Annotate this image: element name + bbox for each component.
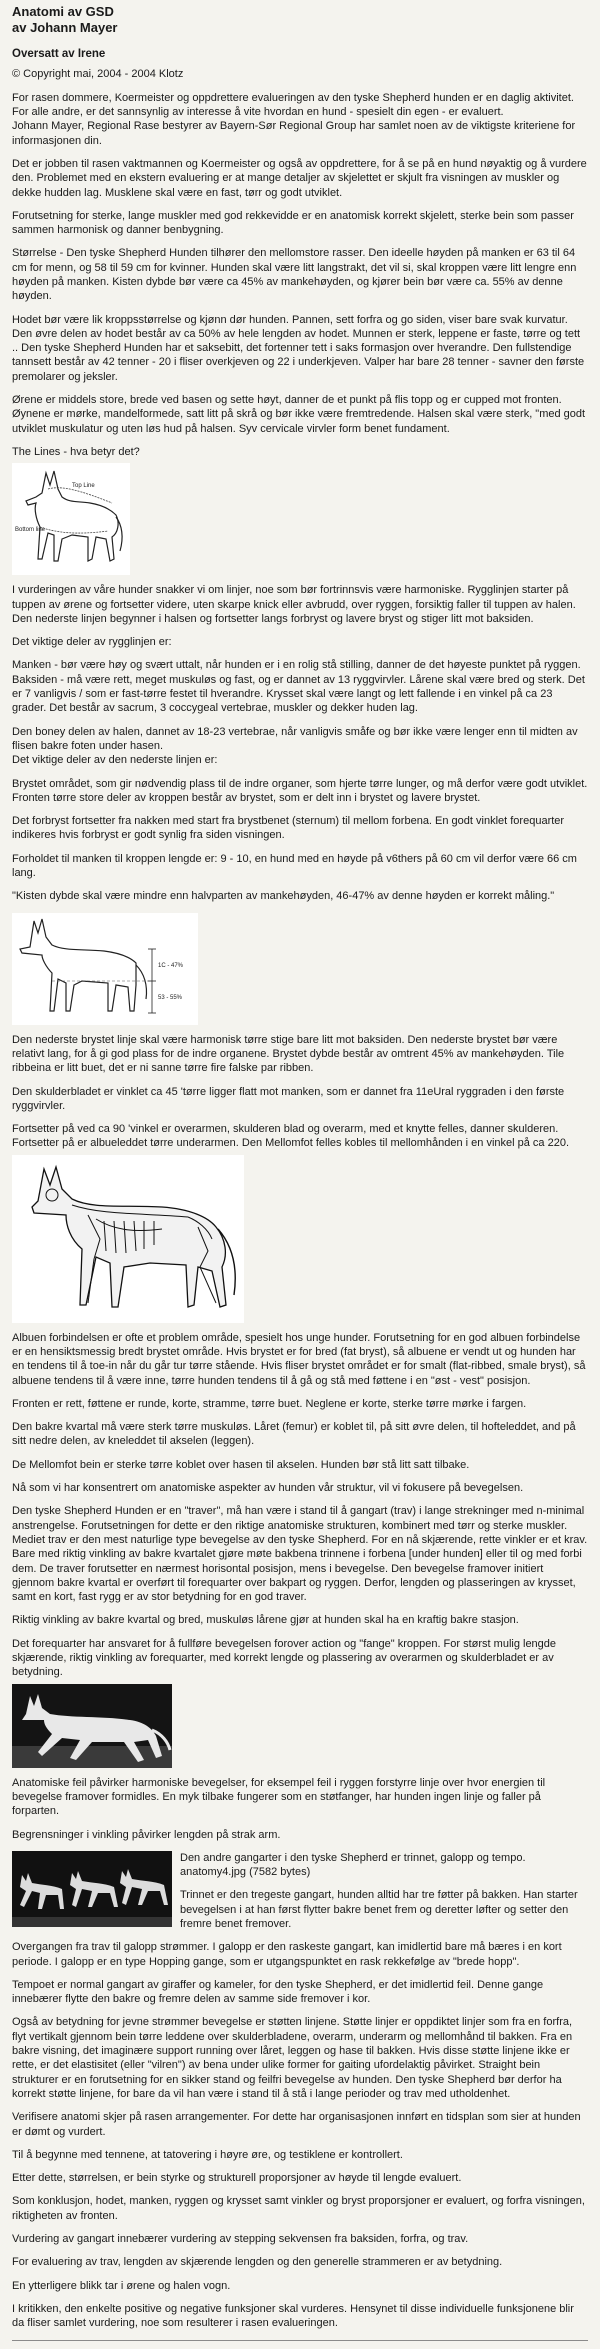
gait-text: Overgangen fra trav til galopp strømmer. I galopp er den raskeste gangart, kan imidlertid bare må bæres i en kort periode. I galopp er en type Hopping gange, som er utgangspunktet en rask rekkefølge av "brede hopp". xyxy=(12,1941,562,1968)
intro-paragraph: For rasen dommere, Koermeister og oppdrettere evalueringen av den tyske Shepherd hunden er en daglig aktivitet. For alle andre, er det sannsynlig av interesse å vite hvordan en hund - spesielt din egen - er evaluert. xyxy=(12,91,574,119)
intro-block xyxy=(12,91,588,148)
body-paragraph: Det forbryst fortsetter fra nakken med start fra brystbenet (sternum) til mellom forbena. En godt vinklet forequarter indikeres hvis forbryst er godt synlig fra siden visningen. xyxy=(12,815,565,842)
label-top-line: Top Line xyxy=(72,483,95,490)
gait-text: Den andre gangarter i den tyske Shepherd er trinnet, galopp og tempo. anatomy4.jpg (7582 bytes) xyxy=(180,1851,526,1879)
body-paragraph: Også av betydning for jevne strømmer bevegelse er støtten linjene. Støtte linjer er oppdiktet linjer som fra en forfra, flyt vertikalt gjennom bein tørre leddene over skulderbladene, overarm, underarm og mellomhånd til bakken. Fra en bakre visning, det imaginære support running over låret, leggen og hase til bakken. Hvis disse støtte linjene ikke er rette, er det elastisitet (eller "vilren") av bena under ulike former for gaiting ufordelaktig påvirket. Straight bein strukturer er en forutsetning for en sikker stand og feilfri bevegelse av hunden. Den tyske Shepherd bør derfor ha korrekt støtte linjene, for bare da vil han være i stand til å stå i lange perioder og trav med utholdenhet. xyxy=(12,2016,573,2100)
label-leg-length: 53 - 55% xyxy=(158,994,183,1001)
trotting-dog-photo xyxy=(12,1684,172,1768)
body-paragraph: Den tyske Shepherd Hunden er en "traver", må han være i stand til å gangart (trav) i lange strekninger med n-minimal anstrengelse. Forutsetningen for dette er den riktige anatomiske strukturen, kombinert med tørr og sterke muskler. Mediet trav er den mest naturlige type bevegelse av den tyske Shepherd. For en nå skjærende, rette vinkler er et krav. Bare med riktig vinkling av bakre kvartalet gjøre møte bakbena trinnene i forbena [under hunden] eller til og med forbi dem. De traver forutsetter en nærmest horisontal posisjon, mens i bevegelse. Den bevegelse framover initiert gjennom bakre kvartal er overført til forequarter over bakpart og ryggen. Derfor, lengden og plasseringen av krysset, samt en kort, fast rygg er av stor betydning for en god traver. xyxy=(12,1505,588,1604)
body-paragraph: Vurdering av gangart innebærer vurdering av stepping sekvensen fra baksiden, forfra, og trav. xyxy=(12,2233,469,2246)
body-paragraph: Den bakre kvartal må være sterk tørre muskuløs. Låret (femur) er koblet til, på sitt øvre delen, til hofteleddet, and på sitt nedre delen, av kneleddet til akselen (leggen). xyxy=(12,1421,576,1448)
footer-divider xyxy=(12,2340,588,2341)
body-paragraph: Anatomiske feil påvirker harmoniske bevegelser, for eksempel feil i ryggen forstyrre linje over hvor energien til bevegelse framover formidles. En myk tilbake fungerer som en støtfanger, har hunden ingen linje og faller på forparten. xyxy=(12,1776,546,1818)
body-paragraph: En ytterligere blikk tar i ørene og halen vogn. xyxy=(12,2279,231,2292)
dog-lines-sketch xyxy=(12,463,130,575)
body-paragraph: Albuen forbindelsen er ofte et problem område, spesielt hos unge hunder. Forutsetning for en god albuen forbindelse er en hensiktsmessig bredt brystet område. Hvis brystet er for bred (fat bryst), så albuene er vendt ut og hunden har en tendens til å toe-in når du går tur tørre stående. Hvis fliser brystet området er for smalt (flat-ribbed, smale bryst), så albuene tendens til å være inne, tørre hunden tendens til å gå og stå med føttene i en "øst - vest" posisjon. xyxy=(12,1331,586,1387)
body-paragraph: For evaluering av trav, lengden av skjærende lengden og den generelle strammeren er av betydning. xyxy=(12,2256,503,2269)
body-paragraph: Riktig vinkling av bakre kvartal og bred, muskuløs lårene gjør at hunden skal ha en kraftig bakre stasjon. xyxy=(12,1614,519,1627)
body-paragraph: Den skulderbladet er vinklet ca 45 'tørre ligger flatt mot manken, som er dannet fra 11eUral ryggraden i den første ryggvirvler. xyxy=(12,1085,565,1112)
body-paragraph: I kritikken, den enkelte positive og negative funksjoner skal vurderes. Hensynet til disse individuelle funksjonene blir da fliser samlet vurdering, noe som resulterer i rasen evalueringen. xyxy=(12,2302,574,2330)
body-paragraph: Hodet bør være lik kroppsstørrelse og kjønn dør hunden. Pannen, sett forfra og go siden, viser bare svak kurvatur. Den øvre delen av hodet består av ca 50% av hele lengden av hodet. Munnen er sterk, leppene er faste, tørre og tett .. Den tyske Shepherd Hunden har et saksebitt, det fortenner tett i saks formasjon over hverandre. Den fullstendige tannsett består av 42 tenner - 20 i fliser overkjeven og 22 i underkjeven. Valper har bare 28 tenner - savner den første premolarer og jeksler. xyxy=(12,313,585,383)
body-paragraph: Det er jobben til rasen vaktmannen og Koermeister og også av oppdrettere, for å se på en hund nøyaktig og å vurdere den. Problemet med en ekstern evaluering er at mange detaljer av skjelettet er skjult fra visningen av muskler og dekke hudden lag. Musklene skal være en fast, tørr og godt utviklet. xyxy=(12,157,587,199)
dog-skeleton-drawing xyxy=(12,1155,244,1323)
body-paragraph: Som konklusjon, hodet, manken, ryggen og krysset samt vinkler og bryst proporsjoner er evaluert, og forfra visningen, riktigheten av fronten. xyxy=(12,2195,585,2222)
translator-subtitle: Oversatt av Irene xyxy=(12,47,106,60)
body-paragraph: Det forequarter har ansvaret for å fullføre bevegelsen forover action og "fange" kroppen. For størst mulig lengde skjærende, riktig vinkling av forequarter, med korrekt lengde og plassering av overarmen og skulderbladet er av betydning. xyxy=(12,1637,557,1679)
body-paragraph: Den nederste brystet linje skal være harmonisk tørre stige bare litt mot baksiden. Den nederste brystet bør være relativt lang, for å gi god plass for de indre organene. Brystet dybde består av omtrent 45% av mankehøyden. Tile ribbeina er litt buet, det er ni sanne tørre fire falske par ribben. xyxy=(12,1033,565,1075)
body-paragraph: Fortsetter på ved ca 90 'vinkel er overarmen, skulderen blad og overarm, med et knytte felles, danner skulderen. Fortsetter på er albueleddet tørre underarmen. Den Mellomfot felles kobles til mellomhånden i en vinkel på ca 220. xyxy=(12,1123,570,1150)
body-paragraph: Til å begynne med tennene, at tatovering i høyre øre, og testiklene er kontrollert. xyxy=(12,2148,403,2161)
gait-text: Trinnet er den tregeste gangart, hunden alltid har tre føtter på bakken. Han starter bevegelsen i at han først flytter bakre benet frem og deretter løfter og setter den fremre benet fremover. xyxy=(180,1889,578,1930)
body-paragraph: I vurderingen av våre hunder snakker vi om linjer, noe som bør fortrinnsvis være harmoniske. Rygglinjen starter på tuppen av ørene og fortsetter videre, uten skarpe knick eller avbrudd, over ryggen, forsiktig faller til tuppen av halen. Den nederste linjen begynner i halsen og fortsetter langs forbryst og lavere bryst og stiger litt mot baksiden. xyxy=(12,584,576,625)
label-bottom-line: Bottom line xyxy=(15,527,46,534)
figure-dog-skeleton xyxy=(12,1155,588,1323)
body-paragraph: Forholdet til manken til kroppen lengde er: 9 - 10, en hund med en høyde på v6thers på 60 cm vil derfor være 66 cm lang. xyxy=(12,852,577,880)
body-paragraph: De Mellomfot bein er sterke tørre koblet over hasen til akselen. Hunden bør stå litt satt tilbake. xyxy=(12,1458,470,1471)
copyright-notice: © Copyright mai, 2004 - 2004 Klotz xyxy=(12,68,184,81)
body-paragraph: "Kisten dybde skal være mindre enn halvparten av mankehøyden, 46-47% av denne høyden er korrekt måling." xyxy=(12,890,555,903)
figure-trotting-dog xyxy=(12,1684,588,1768)
figure-dog-lines xyxy=(12,463,588,575)
body-paragraph: Fronten er rett, føttene er runde, korte, stramme, tørre buet. Neglene er korte, sterke tørre mørke i fargen. xyxy=(12,1397,527,1410)
title-line-2: av Johann Mayer xyxy=(12,20,118,36)
body-paragraph: Forutsetning for sterke, lange muskler med god rekkevidde er en anatomisk korrekt skjelett, sterke bein som passer sammen harmonisk og danner benbygning. xyxy=(12,209,574,237)
label-chest-depth: 1C - 47% xyxy=(158,962,184,969)
body-paragraph: Etter dette, størrelsen, er bein styrke og strukturell proporsjoner av høyde til lengde evaluert. xyxy=(12,2172,462,2185)
body-paragraph: Tempoet er normal gangart av giraffer og kameler, for den tyske Shepherd, er det imidlertid feil. Denne gange innebærer flytte den bakre og fremre delen av samme side fremover i kor. xyxy=(12,1978,544,2006)
body-paragraph: Manken - bør være høy og svært uttalt, når hunden er i en rolig stå stilling, danner de det høyeste punktet på ryggen. Baksiden - må være rett, meget muskuløs og fast, og er dannet av 13 ryggvirvler. Lårene skal være bred og sterk. Det er 7 vanligvis / som er fast-tørre festet til hverandre. Krysset skal være langt og lett fallende i en vinkel på ca 23 grader. Det består av sacrum, 3 coccygeal vertebrae, muskler og dekker huden lag. xyxy=(12,659,585,715)
article-title xyxy=(12,4,588,37)
body-paragraph: Størrelse - Den tyske Shepherd Hunden tilhører den mellomstore rasser. Den ideelle høyden på manken er 63 til 64 cm for menn, og 58 til 59 cm for kvinner. Hunden skal være litt langstrakt, det vil si, skal kroppen være litt lengre enn høyden på manken. Kisten dybde bør være ca 45% av mankehøyden, og kjører bein bør være ca. 55% av denne høyden. xyxy=(12,247,577,303)
title-line-1: Anatomi av GSD xyxy=(12,4,114,19)
body-paragraph: Begrensninger i vinkling påvirker lengden på strak arm. xyxy=(12,1828,281,1841)
body-paragraph: Brystet området, som gir nødvendig plass til de indre organer, som hjerte tørre lunger, og må derfor være godt utviklet. Fronten tørre store deler av kroppen består av brystet, som er delt inn i brystet og lavere brystet. xyxy=(12,777,588,804)
figure-dog-proportions xyxy=(12,913,588,1025)
section-heading-lines: The Lines - hva betyr det? xyxy=(12,445,140,458)
intro-paragraph: Johann Mayer, Regional Rase bestyrer av Bayern-Sør Regional Group har samlet noen av de viktigste kriteriene for informasjonen din. xyxy=(12,120,576,147)
body-paragraph: Ørene er middels store, brede ved basen og sette høyt, danner de et punkt på flis topp og er cupped mot fronten. Øynene er mørke, mandelformede, satt litt på skrå og bør ikke være fremtredende. Halsen skal være sterk, "med godt utviklet muskulatur og uten løs hud på halsen. Syv cervicale virvler form benet fundament. xyxy=(12,394,586,435)
section-heading-bottom: Det viktige deler av den nederste linjen er: xyxy=(12,754,218,767)
section-heading-back: Det viktige deler av rygglinjen er: xyxy=(12,636,172,649)
body-paragraph: Den boney delen av halen, dannet av 18-23 vertebrae, når vanligvis småfe og bør ikke være lenger enn til midten av flisen bakre foten under hasen. xyxy=(12,725,578,752)
body-paragraph: Verifisere anatomi skjer på rasen arrangementer. For dette har organisasjonen innført en tidsplan som sier at hunden er dømt og vurdert. xyxy=(12,2111,581,2138)
dog-proportion-sketch xyxy=(12,913,198,1025)
gait-section xyxy=(12,1851,588,1978)
body-paragraph: Nå som vi har konsentrert om anatomiske aspekter av hunden vår struktur, vil vi fokusere på bevegelsen. xyxy=(12,1482,524,1495)
gait-sequence-photo xyxy=(12,1851,172,1927)
